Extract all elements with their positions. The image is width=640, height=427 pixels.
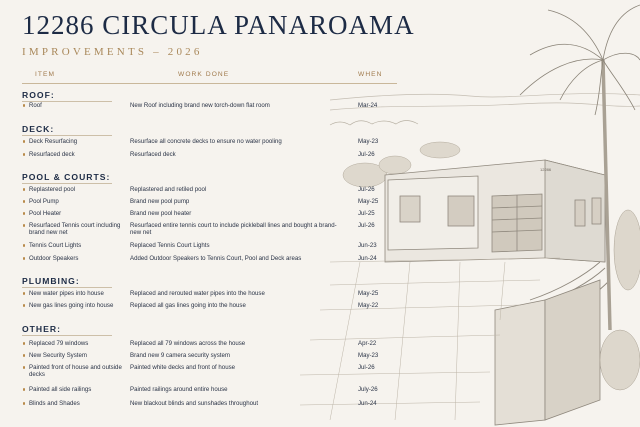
- bullet-icon: [23, 354, 25, 356]
- row-when: Jun-23: [358, 242, 377, 249]
- header: [22, 10, 415, 58]
- row-item: Replastered pool: [29, 186, 76, 193]
- section-divider: [22, 335, 112, 336]
- row-when: Mar-24: [358, 102, 378, 109]
- row-item: Outdoor Speakers: [29, 255, 79, 262]
- bullet-icon: [23, 200, 25, 202]
- row-item: Painted front of house and outside decks: [29, 364, 122, 379]
- section-title-roof: ROOF:: [22, 90, 55, 100]
- bullet-icon: [23, 224, 25, 226]
- section-divider: [22, 135, 112, 136]
- row-work: Brand new pool pump: [130, 198, 190, 205]
- section-title-plumbing: PLUMBING:: [22, 276, 80, 286]
- row-item: Deck Resurfacing: [29, 138, 78, 145]
- row-work: Painted railings around entire house: [130, 386, 228, 393]
- row-work: Replaced Tennis Court Lights: [130, 242, 210, 249]
- bullet-icon: [23, 212, 25, 214]
- row-when: May-23: [358, 352, 379, 359]
- row-when: May-25: [358, 290, 379, 297]
- row-when: May-22: [358, 302, 379, 309]
- row-item: Pool Pump: [29, 198, 59, 205]
- row-item: Tennis Court Lights: [29, 242, 82, 249]
- row-when: May-23: [358, 138, 379, 145]
- bullet-icon: [23, 140, 25, 142]
- bullet-icon: [23, 244, 25, 246]
- bullet-icon: [23, 342, 25, 344]
- row-when: Jun-24: [358, 400, 377, 407]
- row-when: Jul-26: [358, 151, 375, 158]
- row-work: New blackout blinds and sunshades throughout: [130, 400, 259, 407]
- row-when: May-25: [358, 198, 379, 205]
- row-work: New Roof including brand new torch-down flat room: [130, 102, 270, 109]
- row-when: Jul-25: [358, 210, 375, 217]
- bullet-icon: [23, 153, 25, 155]
- row-item: Resurfaced deck: [29, 151, 75, 158]
- row-when: Apr-22: [358, 340, 377, 347]
- section-title-deck: DECK:: [22, 124, 55, 134]
- row-item: Blinds and Shades: [29, 400, 80, 407]
- bullet-icon: [23, 257, 25, 259]
- bullet-icon: [23, 292, 25, 294]
- row-work: Replaced and rerouted water pipes into the house: [130, 290, 265, 297]
- row-work: Replaced all 79 windows across the house: [130, 340, 246, 347]
- page-title: 12286 CIRCULA PANAROAMA: [22, 10, 415, 40]
- row-when: Jul-26: [358, 222, 375, 229]
- bullet-icon: [23, 388, 25, 390]
- column-header-when: WHEN: [358, 71, 383, 78]
- bullet-icon: [23, 366, 25, 368]
- row-item: Painted all side railings: [29, 386, 92, 393]
- row-item: Replaced 79 windows: [29, 340, 89, 347]
- row-item: Roof: [29, 102, 42, 109]
- row-work: Brand new 9 camera security system: [130, 352, 230, 359]
- row-when: Jul-26: [358, 186, 375, 193]
- section-title-pool-courts: POOL & COURTS:: [22, 172, 111, 182]
- row-item: Pool Heater: [29, 210, 62, 217]
- bullet-icon: [23, 104, 25, 106]
- column-header-work: WORK DONE: [178, 71, 230, 78]
- row-work: Replaced all gas lines going into the house: [130, 302, 246, 309]
- page-subtitle: IMPROVEMENTS – 2026: [22, 46, 203, 58]
- section-divider: [22, 287, 112, 288]
- bullet-icon: [23, 402, 25, 404]
- section-title-other: OTHER:: [22, 324, 61, 334]
- column-header-item: ITEM: [35, 71, 56, 78]
- row-item: New water pipes into house: [29, 290, 104, 297]
- row-when: Jun-24: [358, 255, 377, 262]
- row-work: Replastered and retiled pool: [130, 186, 207, 193]
- row-work: Resurface all concrete decks to ensure no water pooling: [130, 138, 282, 145]
- section-divider: [22, 183, 112, 184]
- row-item: New gas lines going into house: [29, 302, 114, 309]
- row-work: Resurfaced entire tennis court to include pickleball lines and bought a brand-new net: [130, 222, 337, 237]
- row-when: Jul-26: [358, 364, 375, 371]
- row-when: July-26: [358, 386, 378, 393]
- row-work: Added Outdoor Speakers to Tennis Court, Pool and Deck areas: [130, 255, 302, 262]
- house-number-plaque: 12286: [540, 167, 552, 172]
- bullet-icon: [23, 188, 25, 190]
- row-item: Resurfaced Tennis court including brand new net: [29, 222, 121, 237]
- row-work: Resurfaced deck: [130, 151, 176, 158]
- row-item: New Security System: [29, 352, 87, 359]
- row-work: Painted white decks and front of house: [130, 364, 236, 371]
- header-divider: [22, 83, 397, 84]
- row-work: Brand new pool heater: [130, 210, 192, 217]
- bullet-icon: [23, 304, 25, 306]
